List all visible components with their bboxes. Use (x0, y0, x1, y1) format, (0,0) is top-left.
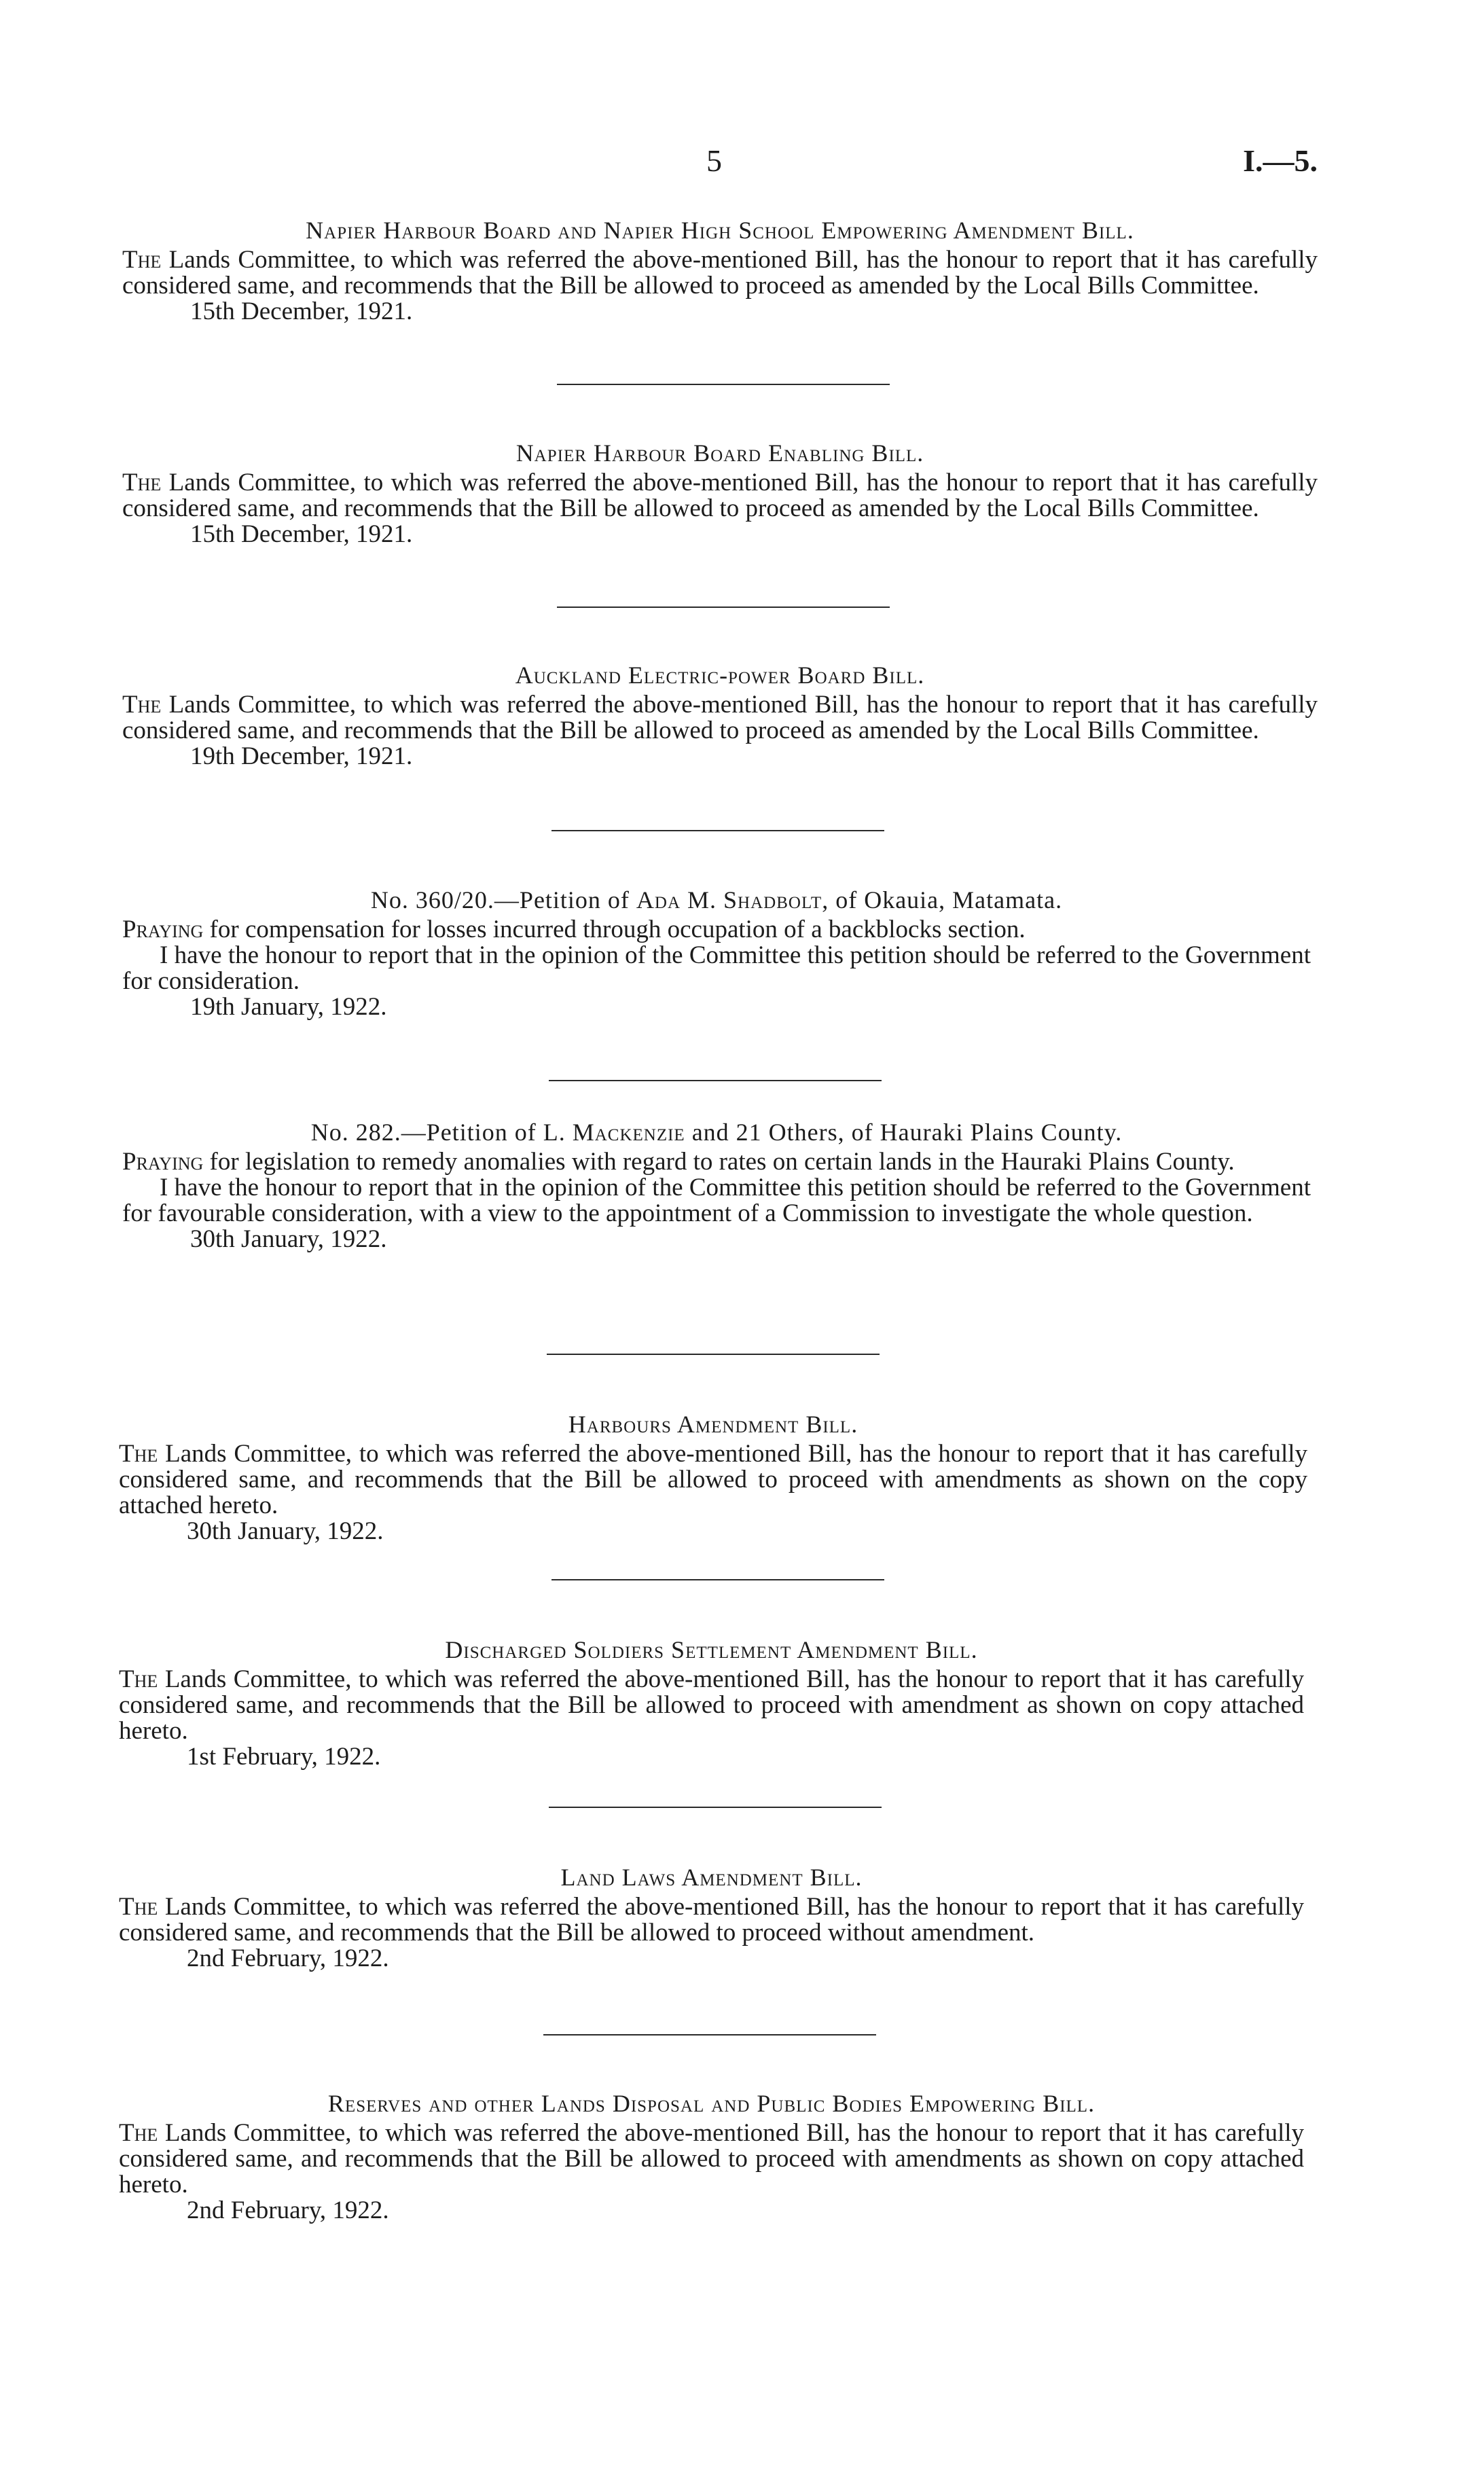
section-divider (557, 384, 890, 385)
entry-date: 15th December, 1921. (190, 520, 413, 548)
entry-title (122, 1119, 1311, 1145)
title-prefix: No. 282.—Petition of (310, 1119, 537, 1146)
entry-date: 30th January, 1922. (190, 1225, 387, 1253)
entry-title: Napier Harbour Board Enabling Bill. (515, 439, 924, 467)
petitioner-name: Ada M. Shadbolt, (636, 886, 829, 913)
entry-date: 30th January, 1922. (187, 1517, 384, 1545)
report-entry (122, 440, 1318, 547)
entry-body (119, 2120, 1304, 2198)
entry-title: Reserves and other Lands Disposal and Public Bodies Empowering Bill. (327, 2090, 1096, 2117)
title-suffix: of Okauia, Matamata. (835, 886, 1063, 913)
petition-entry (122, 1119, 1311, 1252)
entry-lead: The (122, 469, 162, 496)
entry-text: Lands Committee, to which was referred the above-mentioned Bill, has the honour to report that it has carefully considered same, and recommends that the Bill be allowed to proceed with amendment as shown on copy attached hereto. (119, 1665, 1305, 1745)
entry-lead: The (119, 1893, 158, 1921)
entry-lead: The (119, 1665, 158, 1693)
entry-title (122, 887, 1311, 913)
entry-text: for legislation to remedy anomalies with regard to rates on certain lands in the Hauraki Plains County. (209, 1148, 1235, 1176)
entry-lead: Praying (122, 916, 204, 943)
entry-title: Land Laws Amendment Bill. (560, 1864, 863, 1891)
entry-body (122, 1149, 1311, 1175)
entry-text: for compensation for losses incurred through occupation of a backblocks section. (209, 916, 1026, 943)
report-entry (119, 2091, 1304, 2224)
entry-body (122, 692, 1318, 744)
petition-entry (122, 887, 1311, 1020)
entry-date: 2nd February, 1922. (187, 2196, 389, 2224)
entry-text: Lands Committee, to which was referred the above-mentioned Bill, has the honour to report that it has carefully considered same, and recommends that the Bill be allowed to proceed as amended by the Local Bills Committee. (122, 469, 1318, 522)
section-divider (551, 1579, 884, 1580)
entry-text: Lands Committee, to which was referred the above-mentioned Bill, has the honour to report that it has carefully considered same, and recommends that the Bill be allowed to proceed without amendment. (119, 1893, 1305, 1947)
entry-lead: The (119, 2119, 158, 2147)
entry-body (122, 247, 1318, 299)
page-number: 5 (706, 143, 722, 178)
entry-text: Lands Committee, to which was referred the above-mentioned Bill, has the honour to report that it has carefully considered same, and recommends that the Bill be allowed to proceed with amendments as shown on the copy attached hereto. (119, 1440, 1308, 1519)
entry-lead: The (119, 1440, 158, 1468)
entry-body (119, 1894, 1304, 1946)
entry-lead: The (122, 246, 162, 274)
entry-report: I have the honour to report that in the opinion of the Committee this petition should be referred to the Government for favourable consideration, with a view to the appointment of a Commission to investigate the whole question. (122, 1174, 1311, 1227)
report-entry (122, 662, 1318, 770)
report-entry (122, 217, 1318, 325)
page-reference: I.—5. (1243, 143, 1318, 178)
title-suffix: and 21 Others, of Hauraki Plains County. (691, 1119, 1123, 1146)
entry-date: 19th January, 1922. (190, 993, 387, 1021)
entry-title: Harbours Amendment Bill. (568, 1411, 858, 1438)
entry-body (122, 917, 1311, 943)
entry-body (119, 1441, 1307, 1519)
entry-date: 1st February, 1922. (187, 1743, 381, 1771)
entry-report: I have the honour to report that in the opinion of the Committee this petition should be referred to the Government for consideration. (122, 941, 1311, 995)
entry-title: Napier Harbour Board and Napier High School Empowering Amendment Bill. (306, 217, 1134, 244)
entry-lead: The (122, 691, 162, 719)
section-divider (547, 1354, 880, 1355)
entry-body (122, 470, 1318, 522)
section-divider (557, 607, 890, 608)
section-divider (543, 2034, 876, 2035)
entry-date: 19th December, 1921. (190, 742, 413, 770)
title-prefix: No. 360/20.—Petition of (370, 886, 630, 913)
entry-lead: Praying (122, 1148, 204, 1176)
report-entry (119, 1637, 1304, 1770)
entry-body (119, 1667, 1304, 1744)
section-divider (549, 1807, 882, 1808)
section-divider (551, 830, 884, 831)
entry-text: Lands Committee, to which was referred the above-mentioned Bill, has the honour to report that it has carefully considered same, and recommends that the Bill be allowed to proceed as amended by the Local Bills Committee. (122, 691, 1318, 744)
entry-date: 2nd February, 1922. (187, 1944, 389, 1972)
petitioner-name: L. Mackenzie (543, 1119, 685, 1146)
entry-text: Lands Committee, to which was referred the above-mentioned Bill, has the honour to report that it has carefully considered same, and recommends that the Bill be allowed to proceed as amended by the Local Bills Committee. (122, 246, 1318, 300)
entry-title: Discharged Soldiers Settlement Amendment Bill. (445, 1636, 978, 1663)
report-entry (119, 1411, 1307, 1544)
report-entry (119, 1864, 1304, 1972)
section-divider (549, 1080, 882, 1081)
entry-text: Lands Committee, to which was referred the above-mentioned Bill, has the honour to report that it has carefully considered same, and recommends that the Bill be allowed to proceed with amendments as shown on copy attached hereto. (119, 2119, 1305, 2198)
entry-title: Auckland Electric-power Board Bill. (515, 662, 925, 689)
entry-date: 15th December, 1921. (190, 297, 413, 325)
